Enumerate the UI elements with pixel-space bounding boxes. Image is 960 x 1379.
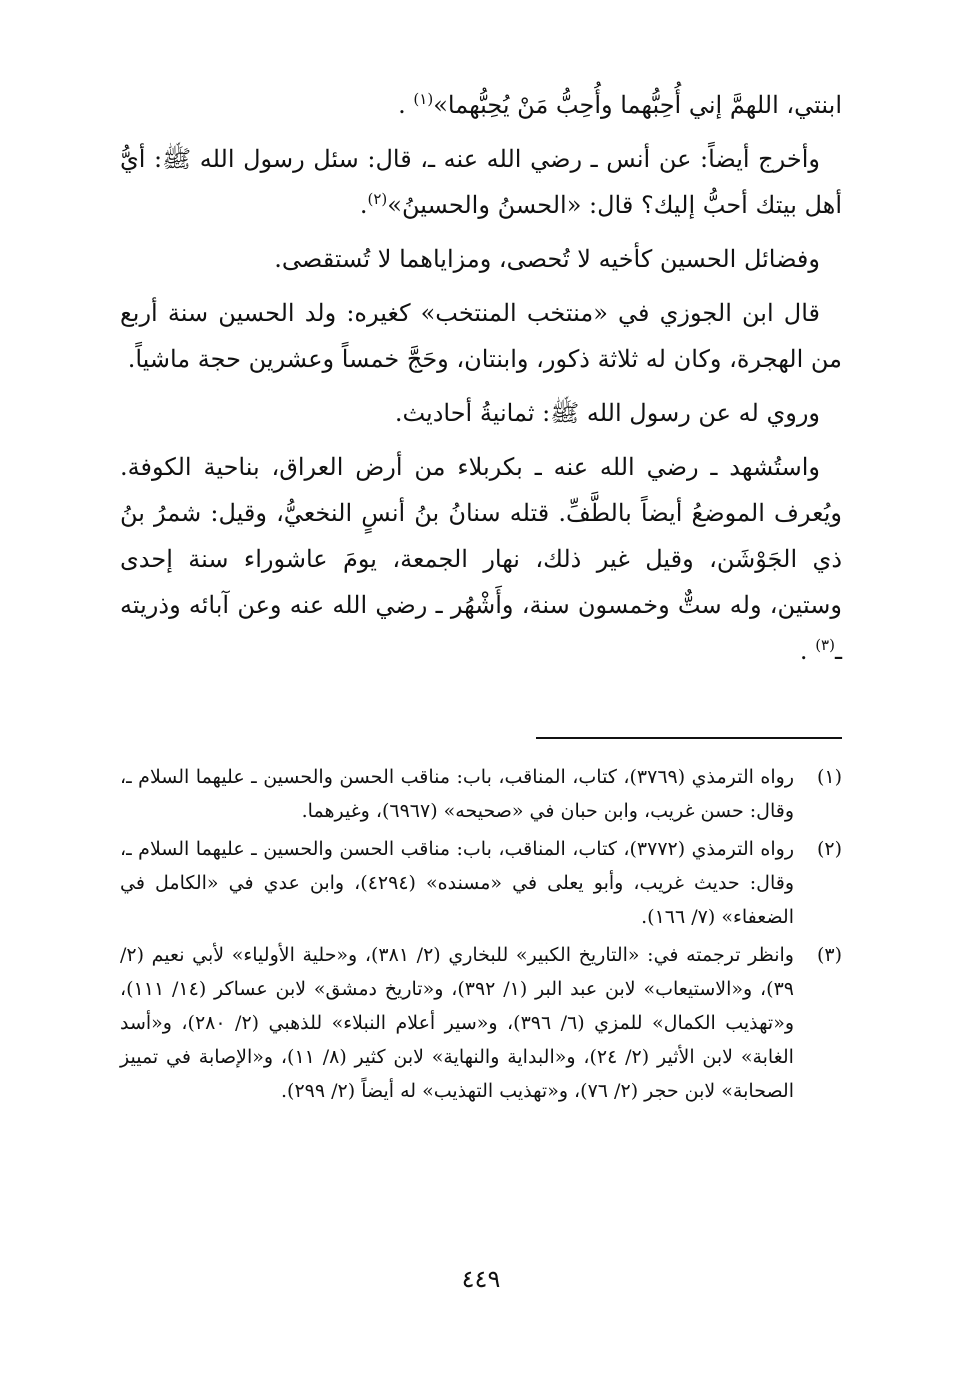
footnote-2-text: رواه الترمذي (٣٧٧٢)، كتاب، المناقب، باب: مناقب الحسن والحسين ـ عليهما السلام ـ، وقال: حديث غريب، وأبو يعلى في «مسنده» (٤٢٩٤)، وابن عدي في «الكامل في الضعفاء» (٧/ ١٦٦). bbox=[120, 838, 795, 928]
footnote-1-number: (١) bbox=[816, 766, 842, 788]
footnote-1 bbox=[120, 760, 842, 828]
footnote-3 bbox=[120, 938, 842, 1108]
paragraph-6-tail: . bbox=[799, 637, 816, 665]
footnote-1-text: رواه الترمذي (٣٧٦٩)، كتاب، المناقب، باب: مناقب الحسن والحسين ـ عليهما السلام ـ، وقال: حسن غريب، وابن حبان في «صحيحه» (٦٩٦٧)، وغيرهما. bbox=[120, 766, 795, 822]
paragraph-6-text: واستُشهد ـ رضي الله عنه ـ بكربلاء من أرض العراق، بناحية الكوفة. ويُعرف الموضعُ أيضاً بالطَّفِّ. قتله سنانُ بنُ أنسٍ النخعيُّ، وقيل: شمرُ بنُ ذي الجَوْشَن، وقيل غير ذلك، نهار الجمعة، يومَ عاشوراء سنة إحدى وستين، وله ستٌّ وخمسون سنة، وأَشْهُر ـ رضي الله عنه وعن آبائه وذريته ـ bbox=[120, 453, 842, 665]
paragraph-4 bbox=[120, 290, 842, 382]
paragraph-6 bbox=[120, 444, 842, 674]
footnote-3-number: (٣) bbox=[816, 944, 842, 966]
footnote-2-number: (٢) bbox=[816, 838, 842, 860]
footnote-2 bbox=[120, 832, 842, 934]
footnote-ref-2: (٢) bbox=[367, 190, 388, 208]
paragraph-3 bbox=[120, 236, 842, 282]
main-text-body bbox=[120, 82, 842, 682]
footnote-3-text: وانظر ترجمته في: «التاريخ الكبير» للبخاري (٢/ ٣٨١)، و«حلية الأولياء» لأبي نعيم (٢/ ٣٩)، و«الاستيعاب» لابن عبد البر (١/ ٣٩٢)، و«تاريخ دمشق» لابن عساكر (١٤/ ١١١)، و«تهذيب الكمال» للمزي (٦/ ٣٩٦)، و«سير أعلام النبلاء» للذهبي (٢/ ٢٨٠)، و«أسد الغابة» لابن الأثير (٢/ ٢٤)، و«البداية والنهاية» لابن كثير (٨/ ١١)، و«الإصابة في تمييز الصحابة» لابن حجر (٢/ ٧٦)، و«تهذيب التهذيب» له أيضاً (٢/ ٢٩٩). bbox=[120, 944, 794, 1102]
book-page bbox=[120, 0, 842, 1379]
footnotes-section bbox=[120, 760, 842, 1112]
paragraph-3-text: وفضائل الحسين كأخيه لا تُحصى، ومزاياهما لا تُستقصى. bbox=[274, 245, 820, 273]
paragraph-4-text: قال ابن الجوزي في «منتخب المنتخب» كغيره: ولد الحسين سنة أربع من الهجرة، وكان له ثلاثة ذكور، وابنتان، وحَجَّ خمساً وعشرين حجة ماشياً. bbox=[120, 299, 842, 373]
paragraph-5-text: وروي له عن رسول الله ﷺ: ثمانيةُ أحاديث. bbox=[394, 399, 820, 427]
paragraph-1-text: ابنتي، اللهمَّ إني أُحِبُّهما وأُحِبُّ مَنْ يُحِبُّهما» bbox=[433, 91, 842, 119]
paragraph-1-tail: . bbox=[398, 91, 414, 119]
paragraph-2-tail: . bbox=[359, 191, 368, 219]
page-number: ٤٤٩ bbox=[461, 1265, 501, 1293]
paragraph-2-text: وأخرج أيضاً: عن أنس ـ رضي الله عنه ـ، قال: سئل رسول الله ﷺ: أيُّ أهل بيتك أحبُّ إليك؟ قال: «الحسنُ والحسينُ» bbox=[120, 145, 842, 219]
paragraph-1 bbox=[120, 82, 842, 128]
footnote-separator bbox=[536, 737, 842, 739]
footnote-ref-3: (٣) bbox=[815, 636, 835, 654]
paragraph-2 bbox=[120, 136, 842, 228]
footnote-ref-1: (١) bbox=[413, 90, 434, 108]
paragraph-5 bbox=[120, 390, 842, 436]
